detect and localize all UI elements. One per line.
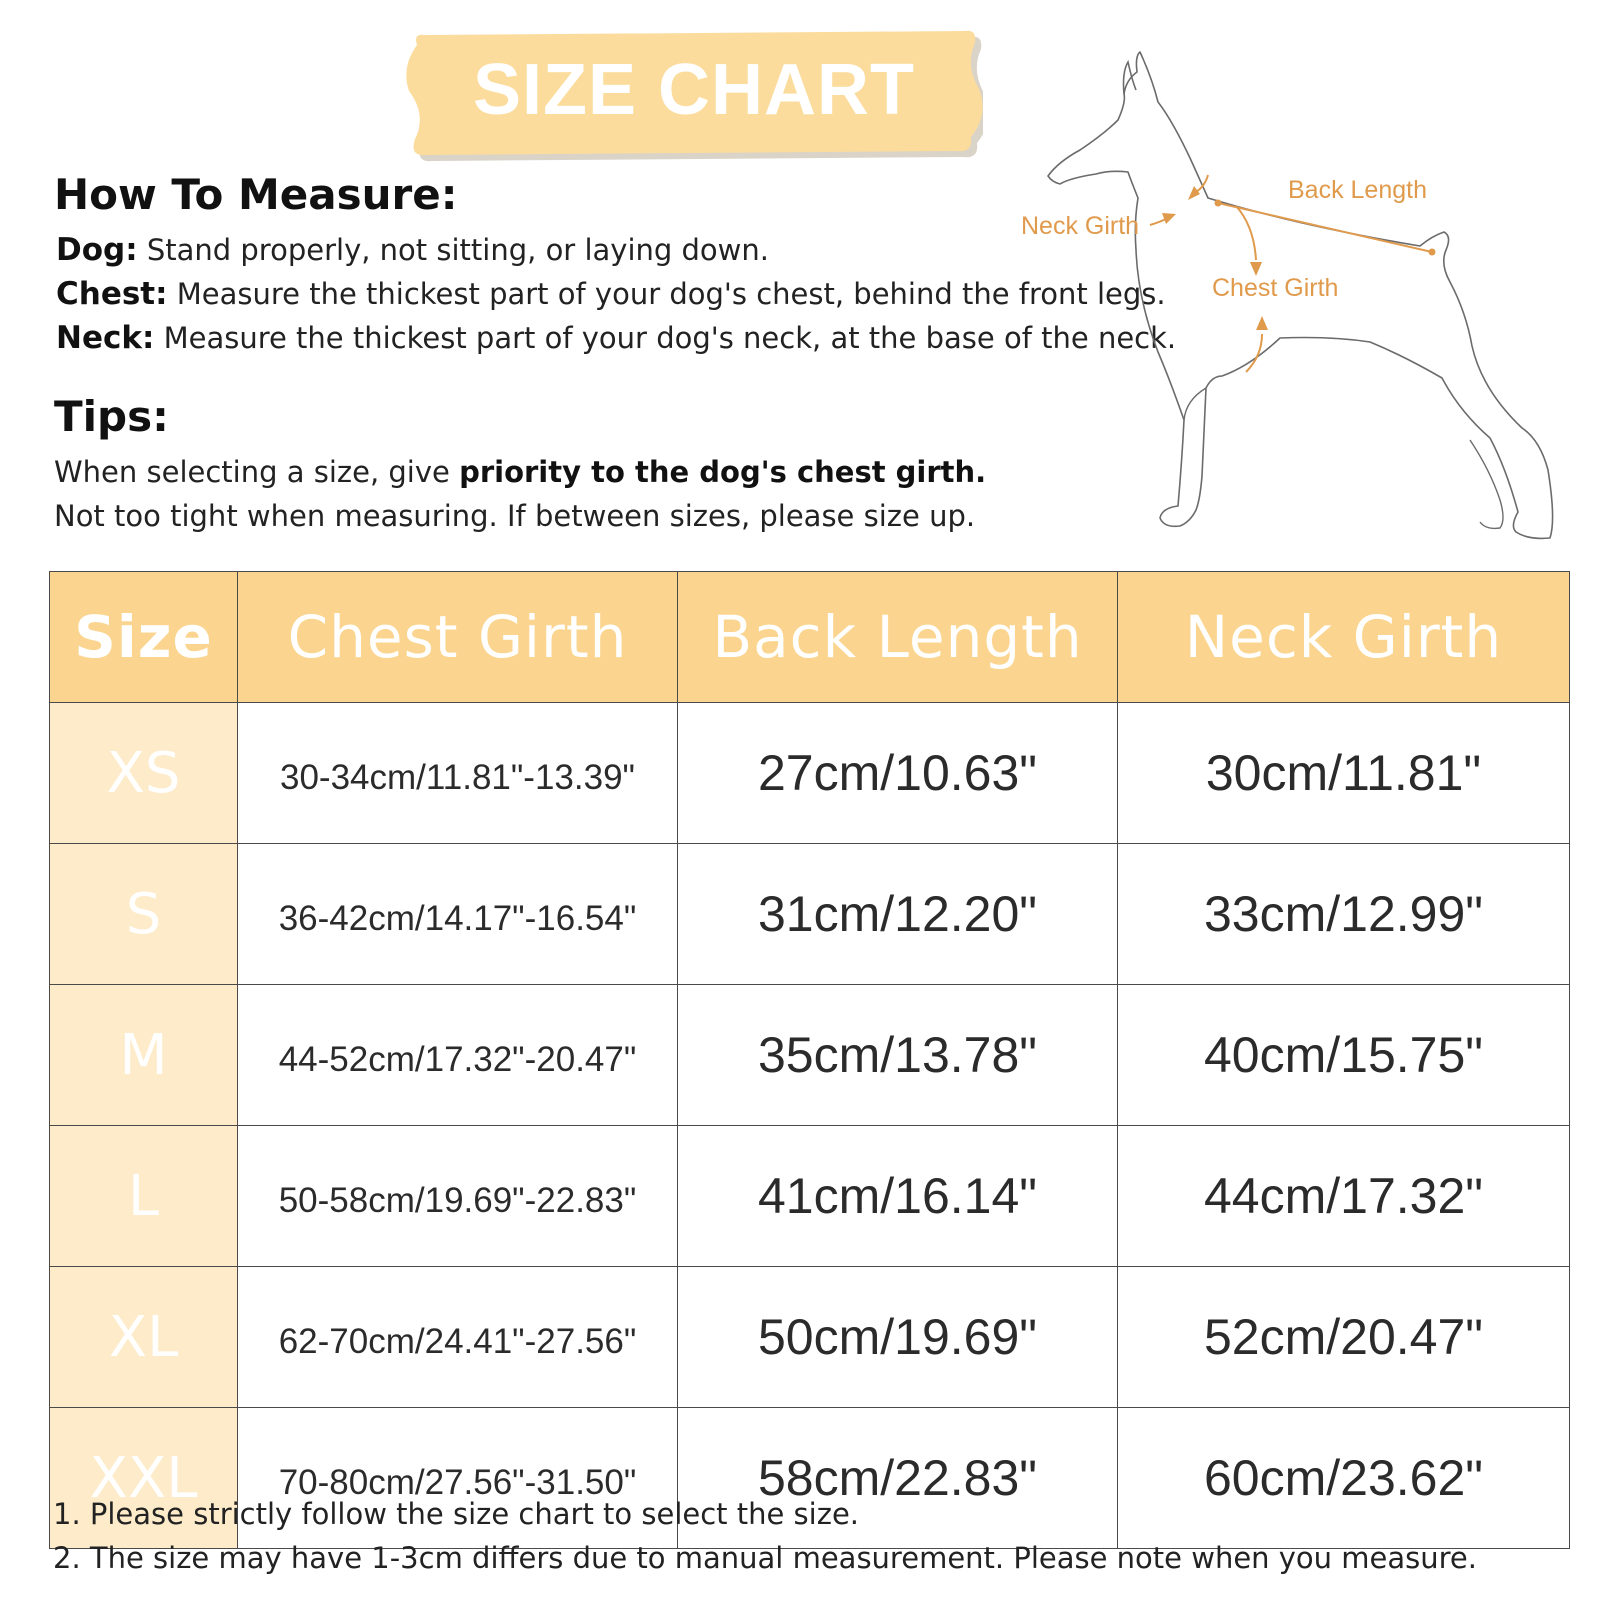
neck-girth-cell: 52cm/20.47" [1118, 1267, 1570, 1408]
back-length-cell: 35cm/13.78" [678, 985, 1118, 1126]
size-cell: M [50, 985, 238, 1126]
size-cell: XXL [50, 1408, 238, 1549]
back-length-label: Back Length [1288, 176, 1427, 204]
header-size: Size [50, 572, 238, 703]
measure-chest-line [56, 276, 1166, 312]
table-row [50, 703, 1570, 844]
tip-line-2: Not too tight when measuring. If between sizes, please size up. [54, 499, 976, 533]
back-length-cell: 41cm/16.14" [678, 1126, 1118, 1267]
measure-neck-text: Measure the thickest part of your dog's neck, at the base of the neck. [163, 321, 1177, 355]
tip-line-1 [54, 455, 986, 489]
dog-leg-line [1184, 388, 1206, 420]
table-row [50, 1126, 1570, 1267]
page-title: SIZE CHART [473, 50, 915, 130]
measure-neck-label: Neck: [56, 320, 155, 356]
tip-line-1-bold: priority to the dog's chest girth. [459, 455, 987, 489]
back-length-cell: 50cm/19.69" [678, 1267, 1118, 1408]
chest-girth-arrow-top [1236, 206, 1256, 260]
header-back-length: Back Length [678, 572, 1118, 703]
tip-line-1-text: When selecting a size, give [54, 455, 460, 489]
chest-girth-cell: 50-58cm/19.69"-22.83" [238, 1126, 678, 1267]
measure-chest-text: Measure the thickest part of your dog's chest, behind the front legs. [176, 277, 1166, 311]
size-cell: L [50, 1126, 238, 1267]
table-row [50, 1267, 1570, 1408]
neck-girth-cell: 40cm/15.75" [1118, 985, 1570, 1126]
neck-girth-cell: 44cm/17.32" [1118, 1126, 1570, 1267]
measure-neck-line [56, 320, 1176, 356]
measure-dog-text: Stand properly, not sitting, or laying down. [146, 233, 769, 267]
header-neck-girth: Neck Girth [1118, 572, 1570, 703]
neck-girth-cell: 33cm/12.99" [1118, 844, 1570, 985]
tips-heading: Tips: [54, 392, 169, 441]
back-length-cell: 27cm/10.63" [678, 703, 1118, 844]
table-header-row [50, 572, 1570, 703]
neck-girth-arrowhead-top [1188, 186, 1200, 200]
back-length-cell: 31cm/12.20" [678, 844, 1118, 985]
chest-girth-cell: 36-42cm/14.17"-16.54" [238, 844, 678, 985]
size-table [49, 571, 1570, 1549]
neck-girth-arrowhead-left [1162, 213, 1176, 224]
neck-girth-cell: 60cm/23.62" [1118, 1408, 1570, 1549]
back-length-end-dot [1429, 249, 1436, 256]
back-length-start-dot [1215, 200, 1222, 207]
measure-chest-label: Chest: [56, 276, 168, 312]
chest-girth-cell: 30-34cm/11.81"-13.39" [238, 703, 678, 844]
chest-girth-arrowhead-bottom [1256, 316, 1268, 330]
neck-girth-cell: 30cm/11.81" [1118, 703, 1570, 844]
chest-girth-cell: 70-80cm/27.56"-31.50" [238, 1408, 678, 1549]
note-2: 2. The size may have 1-3cm differs due to manual measurement. Please note when you measure. [53, 1541, 1477, 1575]
measure-dog-label: Dog: [56, 232, 138, 268]
note-1: 1. Please strictly follow the size chart to select the size. [53, 1497, 860, 1531]
neck-girth-label: Neck Girth [1021, 212, 1140, 240]
chest-girth-arrow-bottom [1246, 334, 1262, 372]
chest-girth-label: Chest Girth [1212, 274, 1339, 302]
measure-dog-line [56, 232, 769, 268]
chest-girth-cell: 44-52cm/17.32"-20.47" [238, 985, 678, 1126]
table-row [50, 844, 1570, 985]
size-cell: XS [50, 703, 238, 844]
size-cell: S [50, 844, 238, 985]
header-chest-girth: Chest Girth [238, 572, 678, 703]
table-row [50, 985, 1570, 1126]
size-cell: XL [50, 1267, 238, 1408]
back-length-cell: 58cm/22.83" [678, 1408, 1118, 1549]
chest-girth-cell: 62-70cm/24.41"-27.56" [238, 1267, 678, 1408]
how-to-measure-heading: How To Measure: [54, 170, 458, 219]
